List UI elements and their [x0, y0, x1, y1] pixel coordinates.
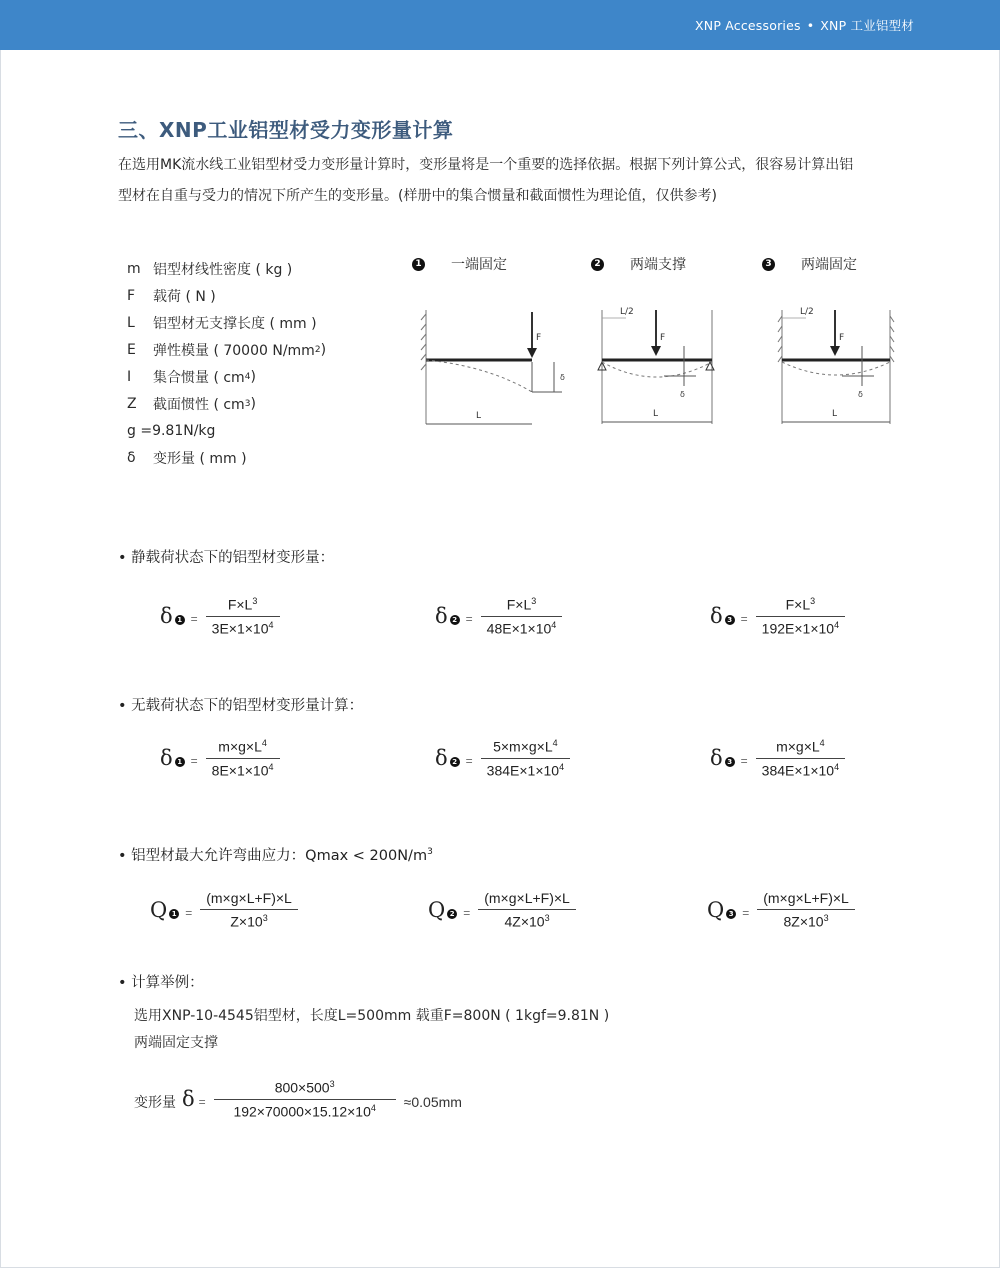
denominator: $48E\times 1\times 10^4$: [486, 619, 557, 637]
equals-sign: =: [185, 905, 193, 920]
equals-sign: =: [742, 905, 750, 920]
symbol-m: m 铝型材线性密度 ( kg ): [127, 260, 293, 278]
deflection-curve: [602, 362, 712, 377]
fraction: [478, 890, 576, 930]
case-2-badge: 2: [450, 757, 460, 767]
length-label: L: [476, 411, 482, 421]
delta-symbol: δ: [160, 746, 173, 771]
formula-stress-3: [707, 890, 855, 930]
intro-line-2: 型材在自重与受力的情况下所产生的变形量。(样册中的集合惯量和截面惯性为理论值，仅供参考): [118, 188, 717, 204]
case-3-number: 3: [762, 258, 775, 271]
q-symbol: Q: [707, 897, 725, 922]
denominator: $384E\times 1\times 10^4$: [761, 761, 840, 779]
case-1-badge: 1: [175, 757, 185, 767]
denominator: $3E\times 1\times 10^4$: [211, 619, 274, 637]
numerator: $F\times L^3$: [227, 596, 258, 613]
section-static-load: • 静载荷状态下的铝型材变形量：: [118, 550, 335, 566]
denominator: $192E\times 1\times 10^4$: [761, 619, 840, 637]
formula-static-1: [160, 596, 280, 636]
half-length-label: L/2: [800, 307, 814, 317]
fraction: [206, 738, 280, 778]
denominator: $4Z\times 10^3$: [504, 913, 550, 930]
fraction: [757, 890, 855, 930]
left-wall-hatch: [778, 310, 782, 424]
symbol-I: I 集合惯量 ( cm 4 ): [127, 368, 256, 386]
force-arrow-head: [527, 348, 537, 358]
wall-hatch: [421, 310, 426, 424]
right-wall-hatch: [890, 310, 894, 424]
equals-sign: =: [198, 1095, 206, 1110]
length-label: L: [653, 409, 659, 419]
formula-stress-2: [428, 890, 576, 930]
q-symbol: Q: [150, 897, 168, 922]
header-bar: [0, 0, 1000, 50]
case-3-label: 两端固定: [801, 257, 857, 273]
denominator: $8Z\times 10^3$: [783, 913, 829, 930]
case-2-badge: 2: [450, 615, 460, 625]
delta-symbol: δ: [182, 1087, 195, 1112]
numerator: (m×g×L+F)×L: [206, 890, 292, 906]
force-label: F: [839, 333, 845, 343]
delta-symbol: δ: [435, 746, 448, 771]
symbol-E: E 弹性模量 ( 70000 N/mm 2 ): [127, 341, 327, 359]
q-symbol: Q: [428, 897, 446, 922]
intro-line-1: 在选用MK流水线工业铝型材受力变形量计算时，变形量将是一个重要的选择依据。根据下列计算公式，很容易计算出铝: [118, 157, 854, 173]
breadcrumb-category[interactable]: XNP 工业铝型材: [820, 18, 914, 33]
right-support: [706, 362, 714, 370]
case-1-badge: 1: [169, 909, 179, 919]
numerator: $5\times m\times g\times L^4$: [493, 738, 558, 755]
case-2-badge: 2: [447, 909, 457, 919]
delta-label: δ: [858, 390, 863, 399]
equals-sign: =: [740, 754, 748, 769]
intro-paragraph: [118, 150, 918, 212]
example-text: [134, 1003, 609, 1057]
equals-sign: =: [465, 754, 473, 769]
example-result: ≈0.05mm: [403, 1094, 462, 1111]
fraction: [200, 890, 298, 930]
symbol-legend: [127, 255, 326, 471]
numerator: (m×g×L+F)×L: [763, 890, 849, 906]
case-1-label: 一端固定: [451, 257, 507, 273]
delta-symbol: δ: [160, 604, 173, 629]
deflection-curve: [426, 360, 532, 392]
symbol-F: F 载荷 ( N ): [127, 287, 216, 305]
length-label: L: [832, 409, 838, 419]
numerator: $m\times g\times L^4$: [776, 738, 825, 755]
example-line-2: 两端固定支撑: [134, 1035, 218, 1051]
symbol-g: g =9.81N/kg: [127, 422, 216, 439]
equals-sign: =: [740, 612, 748, 627]
delta-label: δ: [560, 373, 565, 382]
numerator: $800\times 500^3$: [274, 1079, 335, 1096]
case-1-badge: 1: [175, 615, 185, 625]
page-title: 三、XNP工业铝型材受力变形量计算: [118, 118, 454, 142]
case-3-badge: 3: [725, 757, 735, 767]
case-2-number: 2: [591, 258, 604, 271]
case-3-badge: 3: [725, 615, 735, 625]
case-2-heading: [591, 254, 686, 274]
fraction: [481, 596, 563, 636]
example-label: 变形量: [134, 1095, 176, 1112]
delta-symbol: δ: [710, 746, 723, 771]
equals-sign: =: [463, 905, 471, 920]
breadcrumb: [695, 16, 914, 34]
numerator: $F\times L^3$: [506, 596, 537, 613]
deflection-curve: [782, 362, 890, 375]
cantilever-diagram: [418, 296, 578, 436]
symbol-delta: δ 变形量 ( mm ): [127, 449, 247, 467]
symbol-L: L 铝型材无支撑长度 ( mm ): [127, 314, 317, 332]
fixed-ends-diagram: [776, 296, 900, 436]
breadcrumb-separator: •: [806, 18, 815, 33]
fraction: [481, 738, 570, 778]
numerator: (m×g×L+F)×L: [484, 890, 570, 906]
denominator: $192\times 70000\times 15.12\times 10^4$: [233, 1102, 376, 1120]
case-3-badge: 3: [726, 909, 736, 919]
fraction: [756, 738, 845, 778]
numerator: $F\times L^3$: [785, 596, 816, 613]
numerator: $m\times g\times L^4$: [218, 738, 267, 755]
denominator: $8E\times 1\times 10^4$: [211, 761, 274, 779]
formula-stress-1: [150, 890, 298, 930]
force-arrow-head: [830, 346, 840, 356]
delta-label: δ: [680, 390, 685, 399]
delta-symbol: δ: [710, 604, 723, 629]
example-fraction: [214, 1079, 396, 1119]
symbol-Z: Z 截面惯性 ( cm 3 ): [127, 395, 256, 413]
formula-noload-1: [160, 738, 280, 778]
equals-sign: =: [465, 612, 473, 627]
fraction: [756, 596, 845, 636]
force-label: F: [660, 333, 666, 343]
formula-noload-2: [435, 738, 570, 778]
case-2-label: 两端支撑: [630, 257, 686, 273]
delta-symbol: δ: [435, 604, 448, 629]
fraction: [206, 596, 280, 636]
formula-static-3: [710, 596, 845, 636]
force-arrow-head: [651, 346, 661, 356]
example-line-1: 选用XNP-10-4545铝型材，长度L=500mm 载重F=800N ( 1kgf=9.81N ): [134, 1008, 610, 1024]
case-1-heading: [412, 254, 507, 274]
half-length-label: L/2: [620, 307, 634, 317]
breadcrumb-brand[interactable]: XNP Accessories: [695, 18, 801, 33]
section-max-stress: • 铝型材最大允许弯曲应力：$Qmax < 200N/m^3$: [118, 847, 433, 864]
case-3-heading: [762, 254, 857, 274]
equals-sign: =: [190, 754, 198, 769]
section-no-load: • 无载荷状态下的铝型材变形量计算：: [118, 698, 364, 714]
formula-static-2: [435, 596, 562, 636]
denominator: $Z\times 10^3$: [230, 913, 268, 930]
section-example: • 计算举例：: [118, 975, 204, 991]
denominator: $384E\times 1\times 10^4$: [486, 761, 565, 779]
formula-noload-3: [710, 738, 845, 778]
case-1-number: 1: [412, 258, 425, 271]
example-formula: [134, 1079, 462, 1119]
simply-supported-diagram: [596, 296, 720, 436]
equals-sign: =: [190, 612, 198, 627]
force-label: F: [536, 333, 542, 343]
